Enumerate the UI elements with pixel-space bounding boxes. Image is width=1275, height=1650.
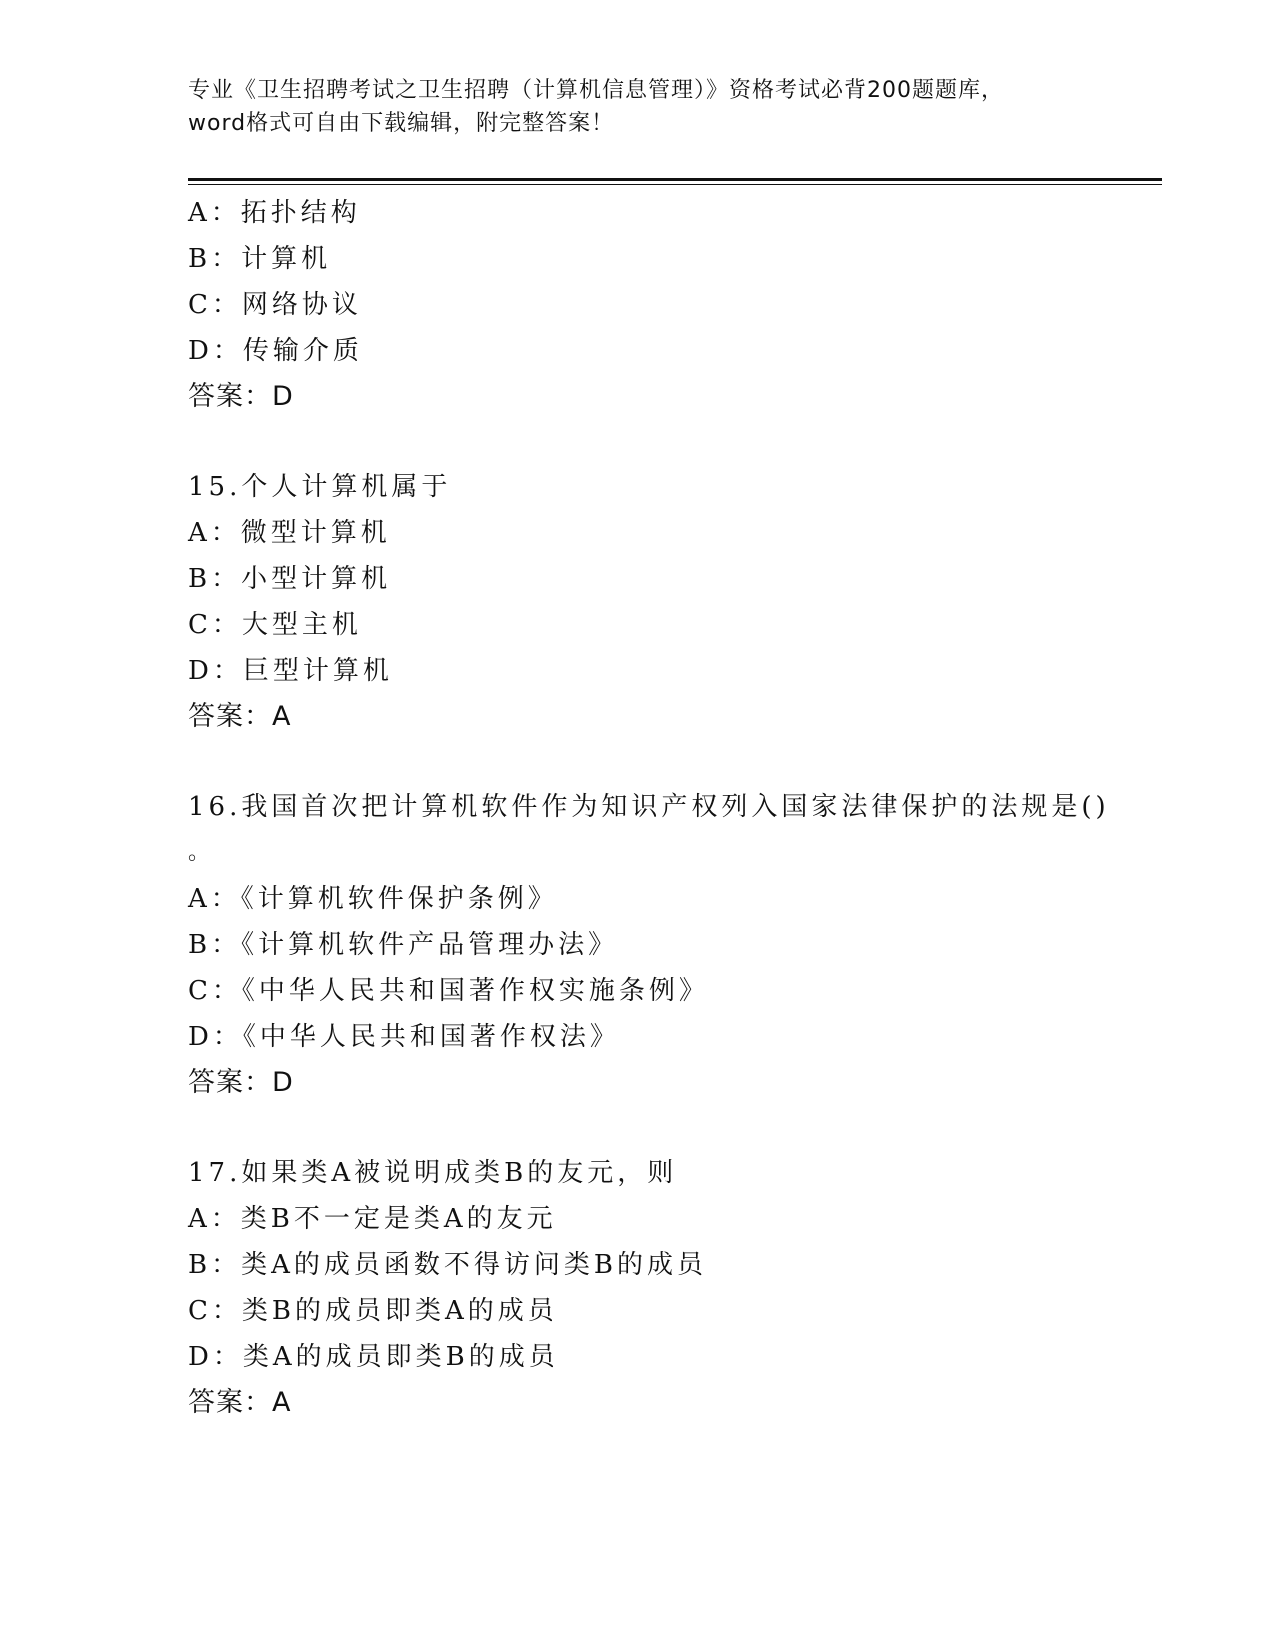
option-d: D：《中华人民共和国著作权法》 — [188, 1022, 620, 1052]
question-block-15 — [188, 464, 1128, 740]
header-line-2: word格式可自由下载编辑，附完整答案！ — [188, 111, 615, 136]
question-list — [188, 190, 1128, 1426]
option-b: B：《计算机软件产品管理办法》 — [188, 930, 619, 960]
option-c: C：网络协议 — [188, 290, 362, 320]
option-a: A：拓扑结构 — [188, 198, 361, 228]
document-header — [188, 74, 1088, 140]
option-a: A：微型计算机 — [188, 518, 391, 548]
option-a: A：《计算机软件保护条例》 — [188, 884, 558, 914]
option-b: B：类A的成员函数不得访问类B的成员 — [188, 1250, 707, 1280]
spacer — [188, 1106, 1128, 1150]
header-line-1: 专业《卫生招聘考试之卫生招聘（计算机信息管理）》资格考试必背200题题库， — [188, 78, 1004, 103]
spacer — [188, 420, 1128, 464]
option-c: C：类B的成员即类A的成员 — [188, 1296, 558, 1326]
question-block-17 — [188, 1150, 1128, 1426]
option-d: D：巨型计算机 — [188, 656, 393, 686]
option-c: C：《中华人民共和国著作权实施条例》 — [188, 976, 709, 1006]
question-block-16 — [188, 784, 1128, 1106]
header-divider-thick — [188, 178, 1162, 181]
option-c: C：大型主机 — [188, 610, 362, 640]
answer-line: 答案：A — [188, 1387, 292, 1418]
spacer — [188, 740, 1128, 784]
answer-line: 答案：A — [188, 701, 292, 732]
question-title: 16.我国首次把计算机软件作为知识产权列入国家法律保护的法规是() — [188, 792, 1110, 822]
question-title: 15.个人计算机属于 — [188, 472, 452, 502]
question-title-tail: 。 — [188, 840, 211, 865]
option-b: B：小型计算机 — [188, 564, 392, 594]
option-b: B：计算机 — [188, 244, 332, 274]
answer-line: 答案：D — [188, 381, 294, 412]
header-divider-thin — [188, 184, 1162, 185]
answer-line: 答案：D — [188, 1067, 294, 1098]
question-block-prev — [188, 190, 1128, 420]
question-title: 17.如果类A被说明成类B的友元，则 — [188, 1158, 678, 1188]
option-d: D：类A的成员即类B的成员 — [188, 1342, 559, 1372]
option-a: A：类B不一定是类A的友元 — [188, 1204, 557, 1234]
option-d: D：传输介质 — [188, 336, 363, 366]
